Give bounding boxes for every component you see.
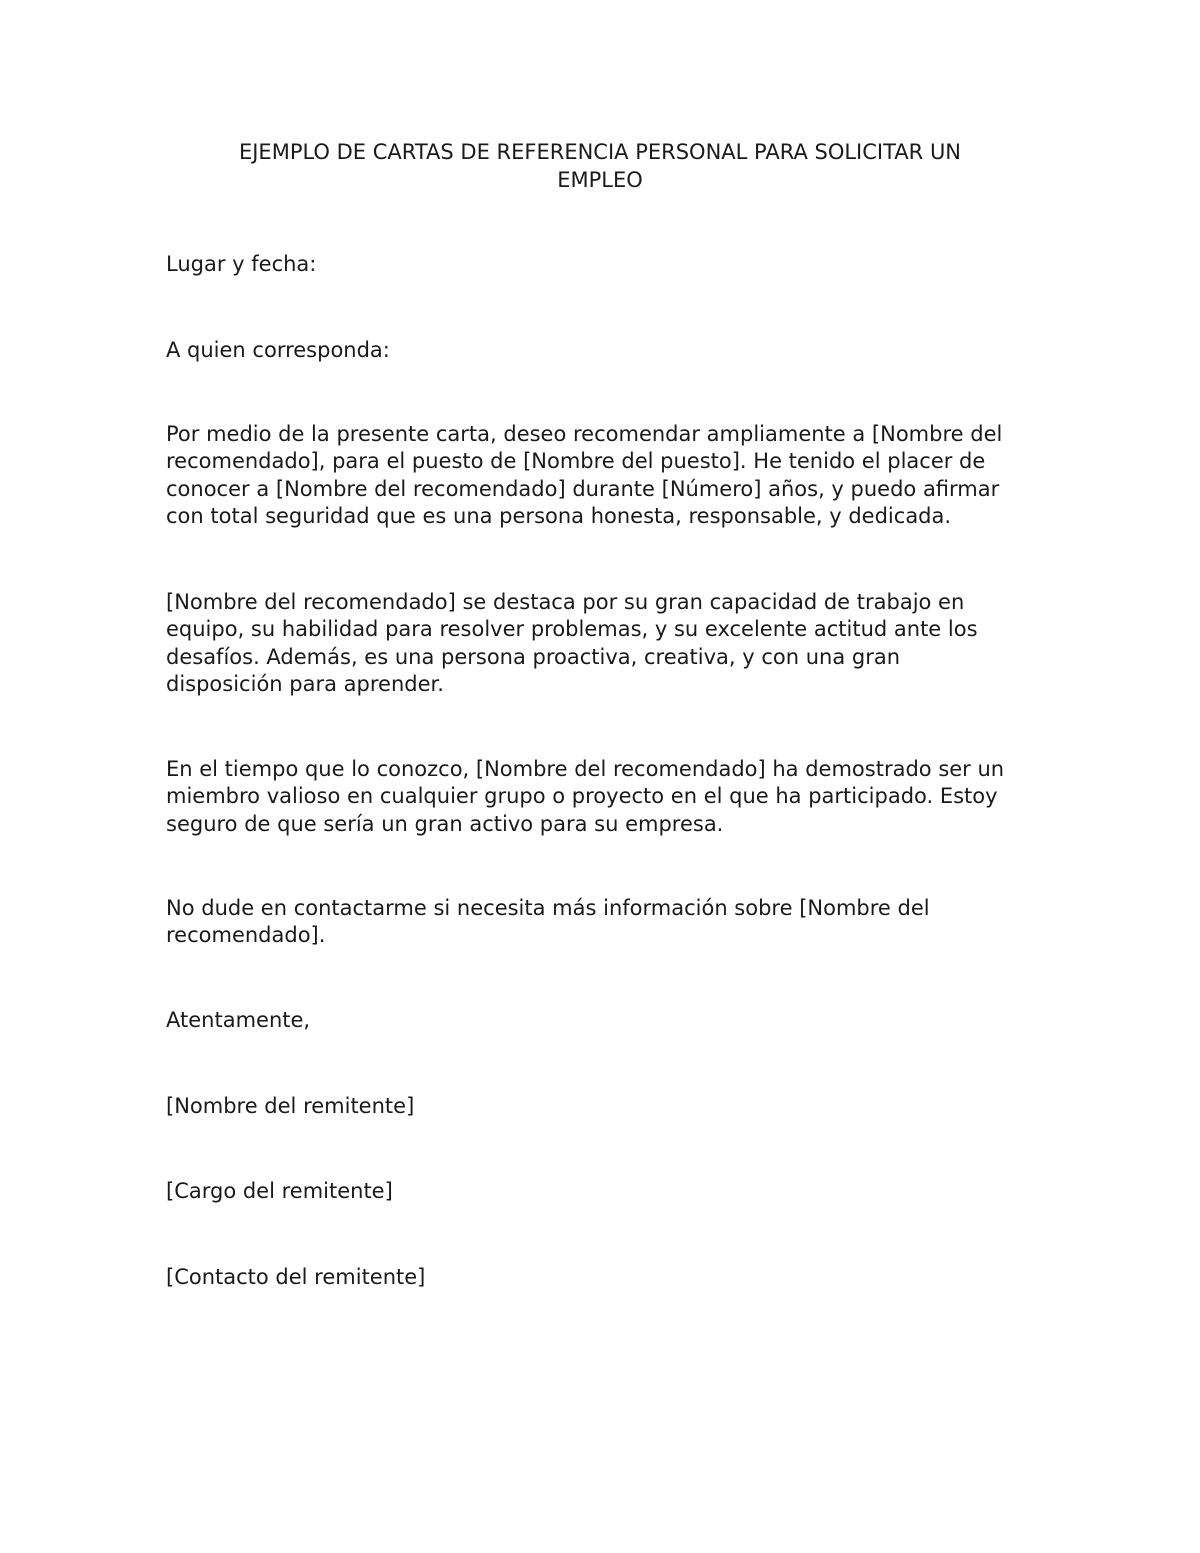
document-title bbox=[150, 138, 1050, 194]
paragraph-contact bbox=[166, 895, 1046, 950]
paragraph-line: con total seguridad que es una persona honesta, responsable, y dedicada. bbox=[166, 503, 952, 528]
paragraph-line: conocer a [Nombre del recomendado] durante [Número] años, y puedo afirmar bbox=[166, 476, 1000, 501]
sender-contact: [Contacto del remitente] bbox=[166, 1265, 426, 1289]
paragraph-value bbox=[166, 756, 1046, 838]
paragraph-qualities bbox=[166, 589, 1046, 698]
salutation: A quien corresponda: bbox=[166, 338, 390, 362]
paragraph-recommendation bbox=[166, 421, 1046, 530]
paragraph-line: desafíos. Además, es una persona proactiva, creativa, y con una gran bbox=[166, 644, 901, 669]
paragraph-line: miembro valioso en cualquier grupo o proyecto en el que ha participado. Estoy bbox=[166, 784, 998, 809]
sender-name: [Nombre del remitente] bbox=[166, 1094, 415, 1118]
paragraph-line: recomendado], para el puesto de [Nombre del puesto]. He tenido el placer de bbox=[166, 449, 986, 474]
paragraph-line: recomendado]. bbox=[166, 923, 326, 948]
place-date-label: Lugar y fecha: bbox=[166, 252, 317, 276]
paragraph-line: En el tiempo que lo conozco, [Nombre del recomendado] ha demostrado ser un bbox=[166, 757, 1005, 781]
title-line-2: EMPLEO bbox=[557, 168, 643, 192]
closing: Atentamente, bbox=[166, 1008, 311, 1032]
title-line-1: EJEMPLO DE CARTAS DE REFERENCIA PERSONAL PARA SOLICITAR UN bbox=[238, 140, 962, 164]
paragraph-line: No dude en contactarme si necesita más información sobre [Nombre del bbox=[166, 896, 930, 920]
paragraph-line: [Nombre del recomendado] se destaca por su gran capacidad de trabajo en bbox=[166, 590, 965, 614]
sender-position: [Cargo del remitente] bbox=[166, 1179, 393, 1203]
paragraph-line: Por medio de la presente carta, deseo recomendar ampliamente a [Nombre del bbox=[166, 422, 1003, 446]
paragraph-line: disposición para aprender. bbox=[166, 671, 444, 696]
paragraph-line: seguro de que sería un gran activo para su empresa. bbox=[166, 811, 724, 836]
paragraph-line: equipo, su habilidad para resolver problemas, y su excelente actitud ante los bbox=[166, 617, 978, 642]
